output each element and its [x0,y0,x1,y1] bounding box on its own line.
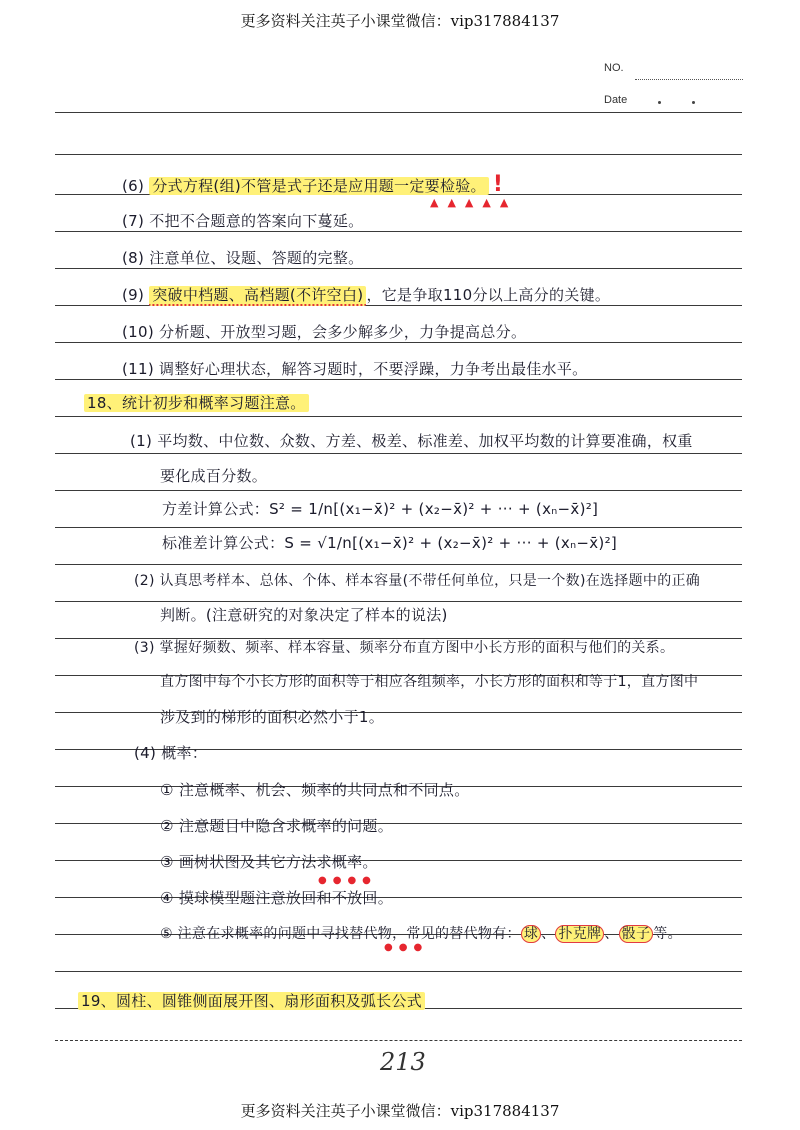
ruled-line [55,112,742,113]
s18-item-4-sub-3: ③ 画树状图及其它方法求概率。 [160,853,378,871]
date-dot [692,101,695,104]
s18-item-4-sub-5-text: ⑤ 注意在求概率的问题中寻找替代物，常见的替代物有： [160,926,521,942]
note-item-8: (8) 注意单位、设题、答题的完整。 [122,249,364,267]
note-item-9-rest: ，它是争取110分以上高分的关键。 [366,286,611,304]
ruled-line [55,1040,742,1041]
note-item-11: (11) 调整好心理状态，解答习题时，不要浮躁，力争考出最佳水平。 [122,360,588,378]
note-item-6-highlight: 分式方程(组)不管是式子还是应用题一定要检验。 [149,177,489,195]
no-dotted-line [635,79,743,80]
ruled-line [55,490,742,491]
s18-item-3-line-c: 涉及到的梯形的面积必然小于1。 [160,708,385,726]
red-triangle-marks: ▲▲▲▲▲ [430,196,518,209]
red-emphasis-dots: ●●● [384,942,429,953]
s18-item-4-sub-5: ⑤ 注意在求概率的问题中寻找替代物，常见的替代物有： 球 、 扑克牌 、 骰子 等。 [160,926,682,942]
ruled-line [55,823,742,824]
section-19-title: 19、圆柱、圆锥侧面展开图、扇形面积及弧长公式 [78,992,425,1010]
s18-item-3-line-b: 直方图中每个小长方形的面积等于相应各组频率，小长方形的面积和等于1，直方图中 [160,674,699,690]
ruled-line [55,416,742,417]
s18-item-4-sub-2: ② 注意题目中隐含求概率的问题。 [160,817,394,835]
note-item-9-number: (9) [122,286,145,304]
ruled-line [55,860,742,861]
section-18-heading [84,392,309,413]
s18-item-2-line-a: (2) 认真思考样本、总体、个体、样本容量(不带任何单位，只是一个数)在选择题中的正确 [134,573,701,589]
ruled-line [55,712,742,713]
note-item-9 [122,284,610,305]
s18-item-1-line-b: 要化成百分数。 [160,467,268,485]
variance-formula: 方差计算公式：S² = 1/n[(x₁−x̄)² + (x₂−x̄)² + ··· + (xₙ−x̄)²] [162,500,599,518]
ruled-line [55,564,742,565]
ruled-line [55,379,742,380]
ruled-line [55,601,742,602]
ruled-line [55,897,742,898]
std-dev-formula: 标准差计算公式：S = √1/n[(x₁−x̄)² + (x₂−x̄)² + ··· + (xₙ−x̄)²] [162,534,618,552]
watermark-bottom: 更多资料关注英子小课堂微信：vip317884137 [240,1102,560,1120]
s18-item-4-sub-1: ① 注意概率、机会、频率的共同点和不同点。 [160,781,470,799]
circled-dice: 骰子 [619,925,654,943]
ruled-line [55,231,742,232]
ruled-line [55,342,742,343]
ruled-line [55,971,742,972]
ruled-line [55,154,742,155]
s18-item-3-line-a: (3) 掌握好频数、频率、样本容量、频率分布直方图中小长方形的面积与他们的关系。 [134,640,675,656]
watermark-top: 更多资料关注英子小课堂微信：vip317884137 [240,12,560,30]
page-number: 213 [380,1048,426,1076]
circled-ball: 球 [521,925,541,943]
exclamation-mark: ! [492,172,504,197]
note-item-6 [122,172,503,197]
s18-item-2-line-b: 判断。(注意研究的对象决定了样本的说法) [160,606,448,624]
section-18-title: 18、统计初步和概率习题注意。 [84,394,309,412]
note-item-10: (10) 分析题、开放型习题，会多少解多少，力争提高总分。 [122,323,527,341]
section-19-heading [78,990,425,1011]
circled-cards: 扑克牌 [555,925,604,943]
date-dot [658,101,661,104]
s18-item-1-line-a: (1) 平均数、中位数、众数、方差、极差、标准差、加权平均数的计算要准确，权重 [130,432,693,450]
red-emphasis-dots: ●●●● [318,875,377,886]
s18-item-4: (4) 概率： [134,744,208,762]
date-label: Date [604,94,628,106]
s18-item-4-sub-5-end: 等。 [653,926,682,942]
ruled-line [55,453,742,454]
note-item-7: (7) 不把不合题意的答案向下蔓延。 [122,212,364,230]
note-item-6-number: (6) [122,177,145,195]
note-item-9-highlight: 突破中档题、高档题(不许空白) [149,286,366,306]
s18-item-4-sub-4: ④ 摸球模型题注意放回和不放回。 [160,889,394,907]
ruled-line [55,527,742,528]
no-label: NO. [604,62,624,74]
ruled-line [55,268,742,269]
